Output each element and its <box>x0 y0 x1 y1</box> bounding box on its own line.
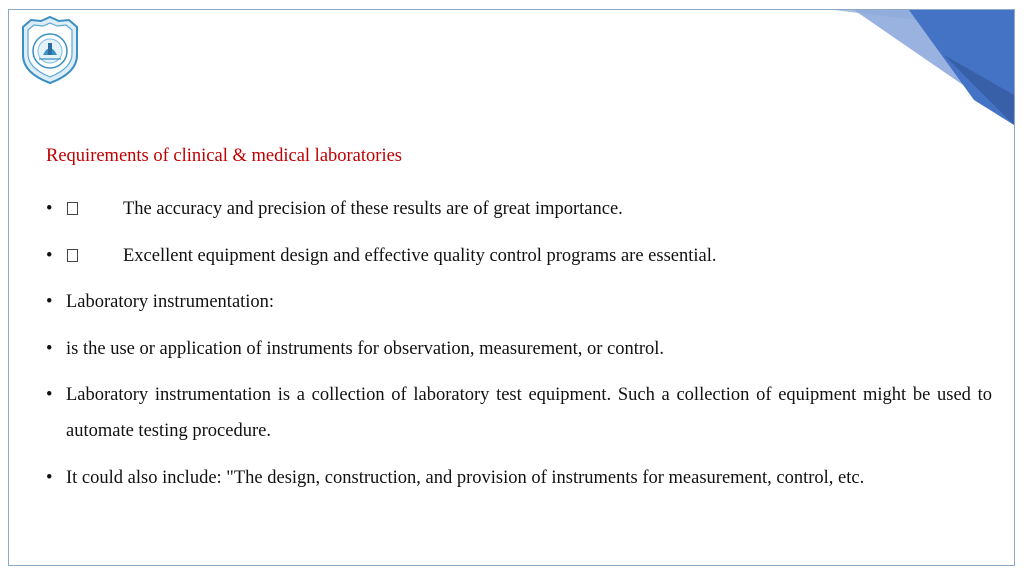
bullet-list <box>46 191 992 506</box>
list-item-text: The accuracy and precision of these results are of great importance. <box>123 199 623 219</box>
section-heading: Requirements of clinical & medical laboratories <box>46 146 402 166</box>
bullet-dot: • <box>46 385 53 405</box>
list-item <box>46 238 992 274</box>
university-logo-icon <box>19 15 81 85</box>
bullet-dot: • <box>46 199 53 219</box>
list-item <box>46 331 992 367</box>
bullet-dot: • <box>46 245 53 266</box>
slide <box>8 9 1015 566</box>
list-item <box>46 460 992 496</box>
list-item <box>46 191 992 227</box>
list-item-text: is the use or application of instruments for observation, measurement, or control. <box>66 338 665 359</box>
list-item-text: It could also include: "The design, construction, and provision of instruments for measurement, control, etc. <box>66 467 865 488</box>
bullet-dot: • <box>46 338 53 359</box>
corner-decoration <box>834 10 1014 130</box>
list-item-text: Laboratory instrumentation: <box>66 292 275 312</box>
bullet-dot: • <box>46 467 53 488</box>
bullet-dot: • <box>46 292 53 312</box>
list-item <box>46 284 992 320</box>
missing-glyph-icon <box>67 202 78 215</box>
list-item <box>46 377 992 449</box>
list-item-text: Excellent equipment design and effective quality control programs are essential. <box>123 245 717 266</box>
list-item-text: Laboratory instrumentation is a collection of laboratory test equipment. Such a collection of equipment might be used to automate testing procedure. <box>66 385 992 441</box>
missing-glyph-icon <box>67 249 78 262</box>
